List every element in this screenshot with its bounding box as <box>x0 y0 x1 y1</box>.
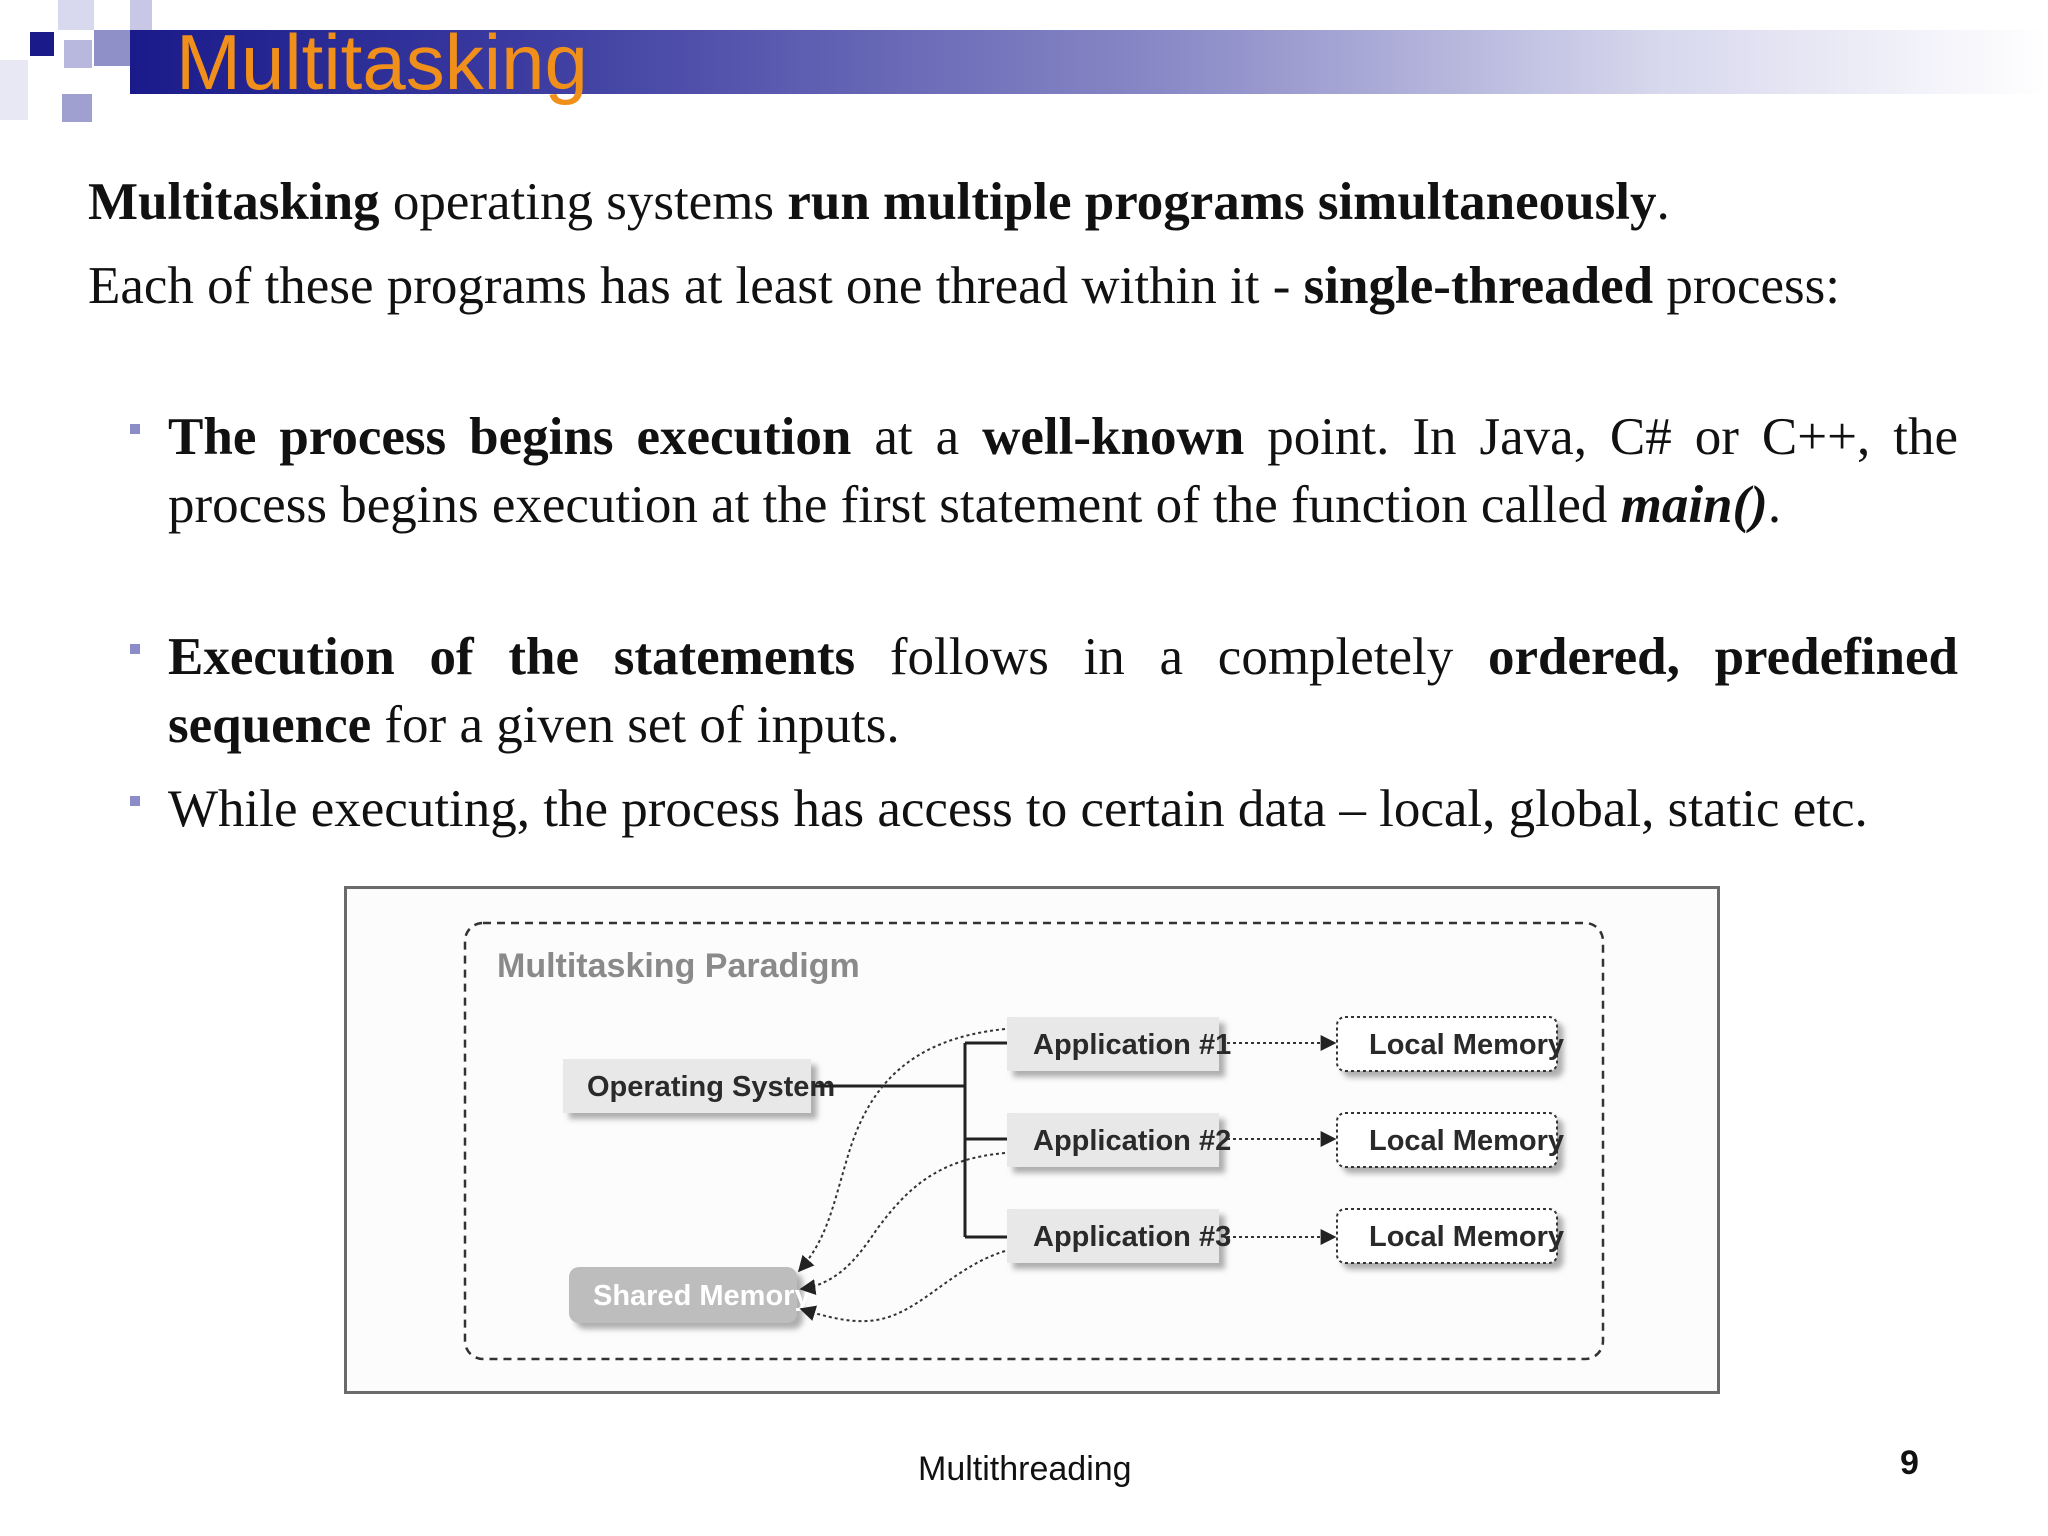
bold-text: ordered, predefined sequence <box>168 628 1958 754</box>
bullet-item <box>168 403 1958 539</box>
diagram-canvas <box>347 889 1723 1397</box>
application-label-3: Application #3 <box>1033 1221 1232 1253</box>
shared-memory-label: Shared Memory <box>593 1280 811 1312</box>
bullet-item <box>168 775 1958 843</box>
bold-text: The process begins execution <box>168 408 852 466</box>
bullet-marker <box>130 796 140 806</box>
text-run: for a given set of inputs. <box>371 696 900 754</box>
bold-text: single-threaded <box>1303 257 1654 315</box>
diagram-heading: Multitasking Paradigm <box>497 947 860 985</box>
paragraph-intro <box>88 168 1958 236</box>
paragraph-threads <box>88 252 1958 320</box>
title-decoration-square <box>64 40 92 68</box>
text-run: While executing, the process has access to certain data – local, global, static etc. <box>168 780 1868 838</box>
bold-text: Execution of the statements <box>168 628 856 686</box>
application-label-1: Application #1 <box>1033 1029 1232 1061</box>
app-to-shared-arrow <box>801 1251 1005 1321</box>
bullet-item <box>168 623 1958 759</box>
bullet-marker <box>130 644 140 654</box>
text-run: . <box>1767 476 1782 534</box>
title-decoration-square <box>30 32 54 56</box>
bold-italic-text: main() <box>1620 476 1768 534</box>
title-decoration-square <box>58 0 94 30</box>
text-run: point. In Java, C# or C++, the process begins execution at the first statement of the function called <box>168 408 1959 534</box>
title-decoration-square <box>130 0 152 30</box>
bold-text: well-known <box>982 408 1245 466</box>
bold-text: Multitasking <box>88 173 380 231</box>
bullet-marker <box>130 424 140 434</box>
text-run: Each of these programs has at least one thread within it - <box>88 257 1304 315</box>
text-run: follows in a completely <box>855 628 1488 686</box>
text-run: . <box>1656 173 1670 231</box>
local-memory-label-3: Local Memory <box>1369 1221 1564 1253</box>
title-decoration-square <box>94 30 130 66</box>
text-run: at a <box>851 408 983 466</box>
operating-system-label: Operating System <box>587 1071 836 1103</box>
slide-title: Multitasking <box>176 18 588 106</box>
text-run: operating systems <box>379 173 788 231</box>
page-number: 9 <box>1900 1444 1919 1482</box>
multitasking-diagram <box>344 886 1720 1394</box>
title-decoration-square <box>0 60 28 120</box>
footer-label: Multithreading <box>918 1450 1132 1488</box>
text-run: process: <box>1653 257 1841 315</box>
application-label-2: Application #2 <box>1033 1125 1232 1157</box>
title-decoration-square <box>62 94 92 122</box>
app-to-shared-arrow <box>799 1029 1005 1271</box>
bold-text: run multiple programs simultaneously <box>787 173 1657 231</box>
app-to-shared-arrow <box>801 1153 1005 1289</box>
local-memory-label-1: Local Memory <box>1369 1029 1564 1061</box>
local-memory-label-2: Local Memory <box>1369 1125 1564 1157</box>
